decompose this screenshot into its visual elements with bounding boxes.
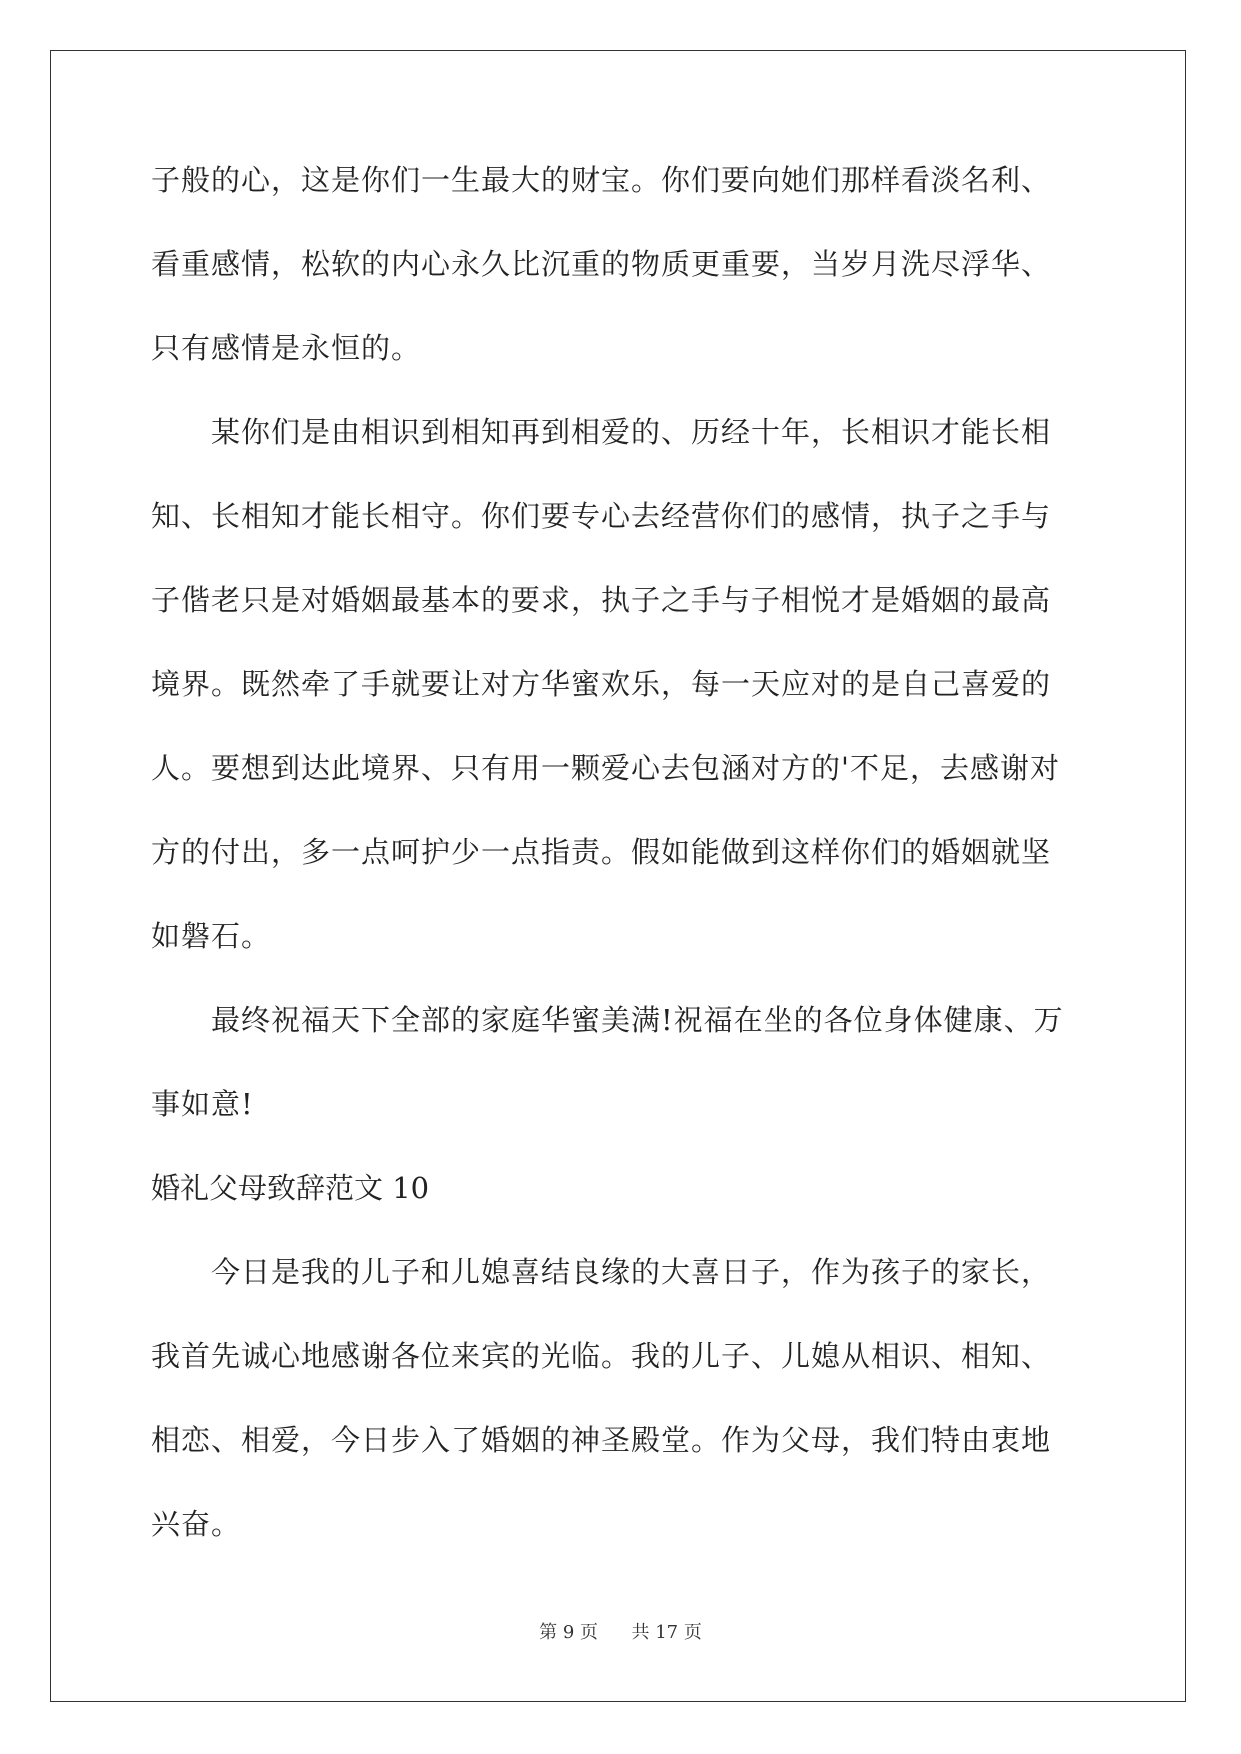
section-heading: 婚礼父母致辞范文 10 (151, 1171, 430, 1205)
paragraph (151, 1242, 1091, 1578)
text-line: 只有感情是永恒的。 (151, 331, 422, 365)
text-line: 我首先诚心地感谢各位来宾的光临。我的儿子、儿媳从相识、相知、 (151, 1339, 1052, 1373)
text-line: 子般的心，这是你们一生最大的财宝。你们要向她们那样看淡名利、 (151, 163, 1052, 197)
text-line: 方的付出，多一点呵护少一点指责。假如能做到这样你们的婚姻就坚 (151, 835, 1052, 869)
text-line: 相恋、相爱，今日步入了婚姻的神圣殿堂。作为父母，我们特由衷地 (151, 1423, 1052, 1457)
page-total: 共 17 页 (631, 1622, 702, 1643)
text-line: 看重感情，松软的内心永久比沉重的物质更重要，当岁月洗尽浮华、 (151, 247, 1052, 281)
text-line: 人。要想到达此境界、只有用一颗爱心去包涵对方的'不足，去感谢对 (151, 751, 1060, 785)
text-line: 最终祝福天下全部的家庭华蜜美满!祝福在坐的各位身体健康、万 (151, 1003, 1064, 1037)
paragraph (151, 402, 1091, 990)
page-footer (0, 1618, 1241, 1644)
page-number: 第 9 页 (539, 1622, 599, 1643)
document-body (151, 150, 1091, 1578)
text-line: 事如意! (151, 1087, 254, 1121)
text-line: 某你们是由相识到相知再到相爱的、历经十年，长相识才能长相 (151, 415, 1052, 449)
paragraph (151, 990, 1091, 1158)
text-line: 如磐石。 (151, 919, 272, 953)
text-line: 知、长相知才能长相守。你们要专心去经营你们的感情，执子之手与 (151, 499, 1052, 533)
paragraph (151, 150, 1091, 402)
text-line: 今日是我的儿子和儿媳喜结良缘的大喜日子，作为孩子的家长， (151, 1255, 1052, 1289)
text-line: 兴奋。 (151, 1507, 242, 1541)
text-line: 境界。既然牵了手就要让对方华蜜欢乐，每一天应对的是自己喜爱的 (151, 667, 1052, 701)
text-line: 子偕老只是对婚姻最基本的要求，执子之手与子相悦才是婚姻的最高 (151, 583, 1052, 617)
